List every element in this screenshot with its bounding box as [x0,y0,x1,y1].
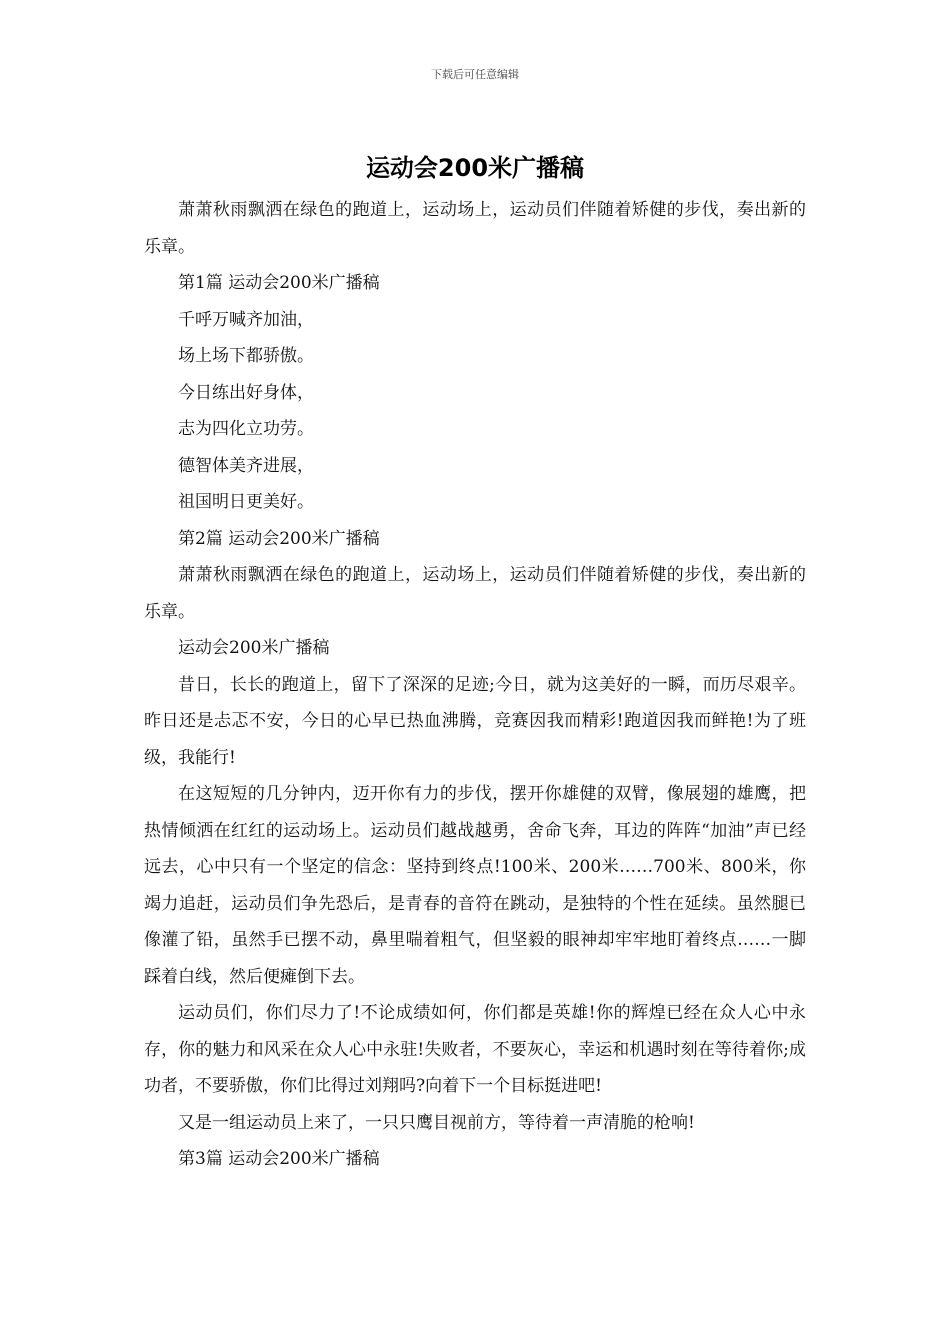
document-title: 运动会200米广播稿 [365,154,585,182]
poem-line: 今日练出好身体， [178,382,314,403]
section-heading-3: 第3篇 运动会200米广播稿 [178,1149,380,1169]
paragraph: 萧萧秋雨飘洒在绿色的跑道上，运动场上，运动员们伴随着矫健的步伐，奏出新的乐章。 [144,565,806,622]
poem-line: 祖国明日更美好。 [178,492,314,512]
poem-line: 德智体美齐进展， [178,455,314,476]
section-heading-1: 第1篇 运动会200米广播稿 [178,273,380,293]
poem-line: 千呼万喊齐加油， [178,309,314,330]
page-header-note: 下载后可任意编辑 [431,68,519,81]
paragraph: 又是一组运动员上来了，一只只鹰目视前方，等待着一声清脆的枪响! [178,1112,695,1133]
paragraph: 昔日，长长的跑道上，留下了深深的足迹;今日，就为这美好的一瞬，而历尽艰辛。昨日还是忐忑不安，今日的心早已热血沸腾，竞赛因我而精彩!跑道因我而鲜艳!为了班级，我能行! [144,674,806,768]
poem-line: 志为四化立功劳。 [178,419,314,439]
subheading: 运动会200米广播稿 [178,638,330,658]
paragraph-intro: 萧萧秋雨飘洒在绿色的跑道上，运动场上，运动员们伴随着矫健的步伐，奏出新的乐章。 [144,200,806,257]
document-body [144,192,806,1178]
poem-line: 场上场下都骄傲。 [178,346,314,366]
paragraph: 在这短短的几分钟内，迈开你有力的步伐，摆开你雄健的双臂，像展翅的雄鹰，把热情倾洒在红红的运动场上。运动员们越战越勇，舍命飞奔，耳边的阵阵“加油”声已经远去，心中只有一个坚定的信念：坚持到终点!100米、200米……700米、800米，你竭力追赶，运动员们争先恐后，是青春的音符在跳动，是独特的个性在延续。虽然腿已像灌了铅，虽然手已摆不动，鼻里喘着粗气，但坚毅的眼神却牢牢地盯着终点……一脚踩着白线，然后便瘫倒下去。 [144,784,806,987]
section-heading-2: 第2篇 运动会200米广播稿 [178,528,380,549]
paragraph: 运动员们，你们尽力了!不论成绩如何，你们都是英雄!你的辉煌已经在众人心中永存，你的魅力和风采在众人心中永驻!失败者，不要灰心，幸运和机遇时刻在等待着你;成功者，不要骄傲，你们比得过刘翔吗?向着下一个目标挺进吧! [144,1003,806,1096]
